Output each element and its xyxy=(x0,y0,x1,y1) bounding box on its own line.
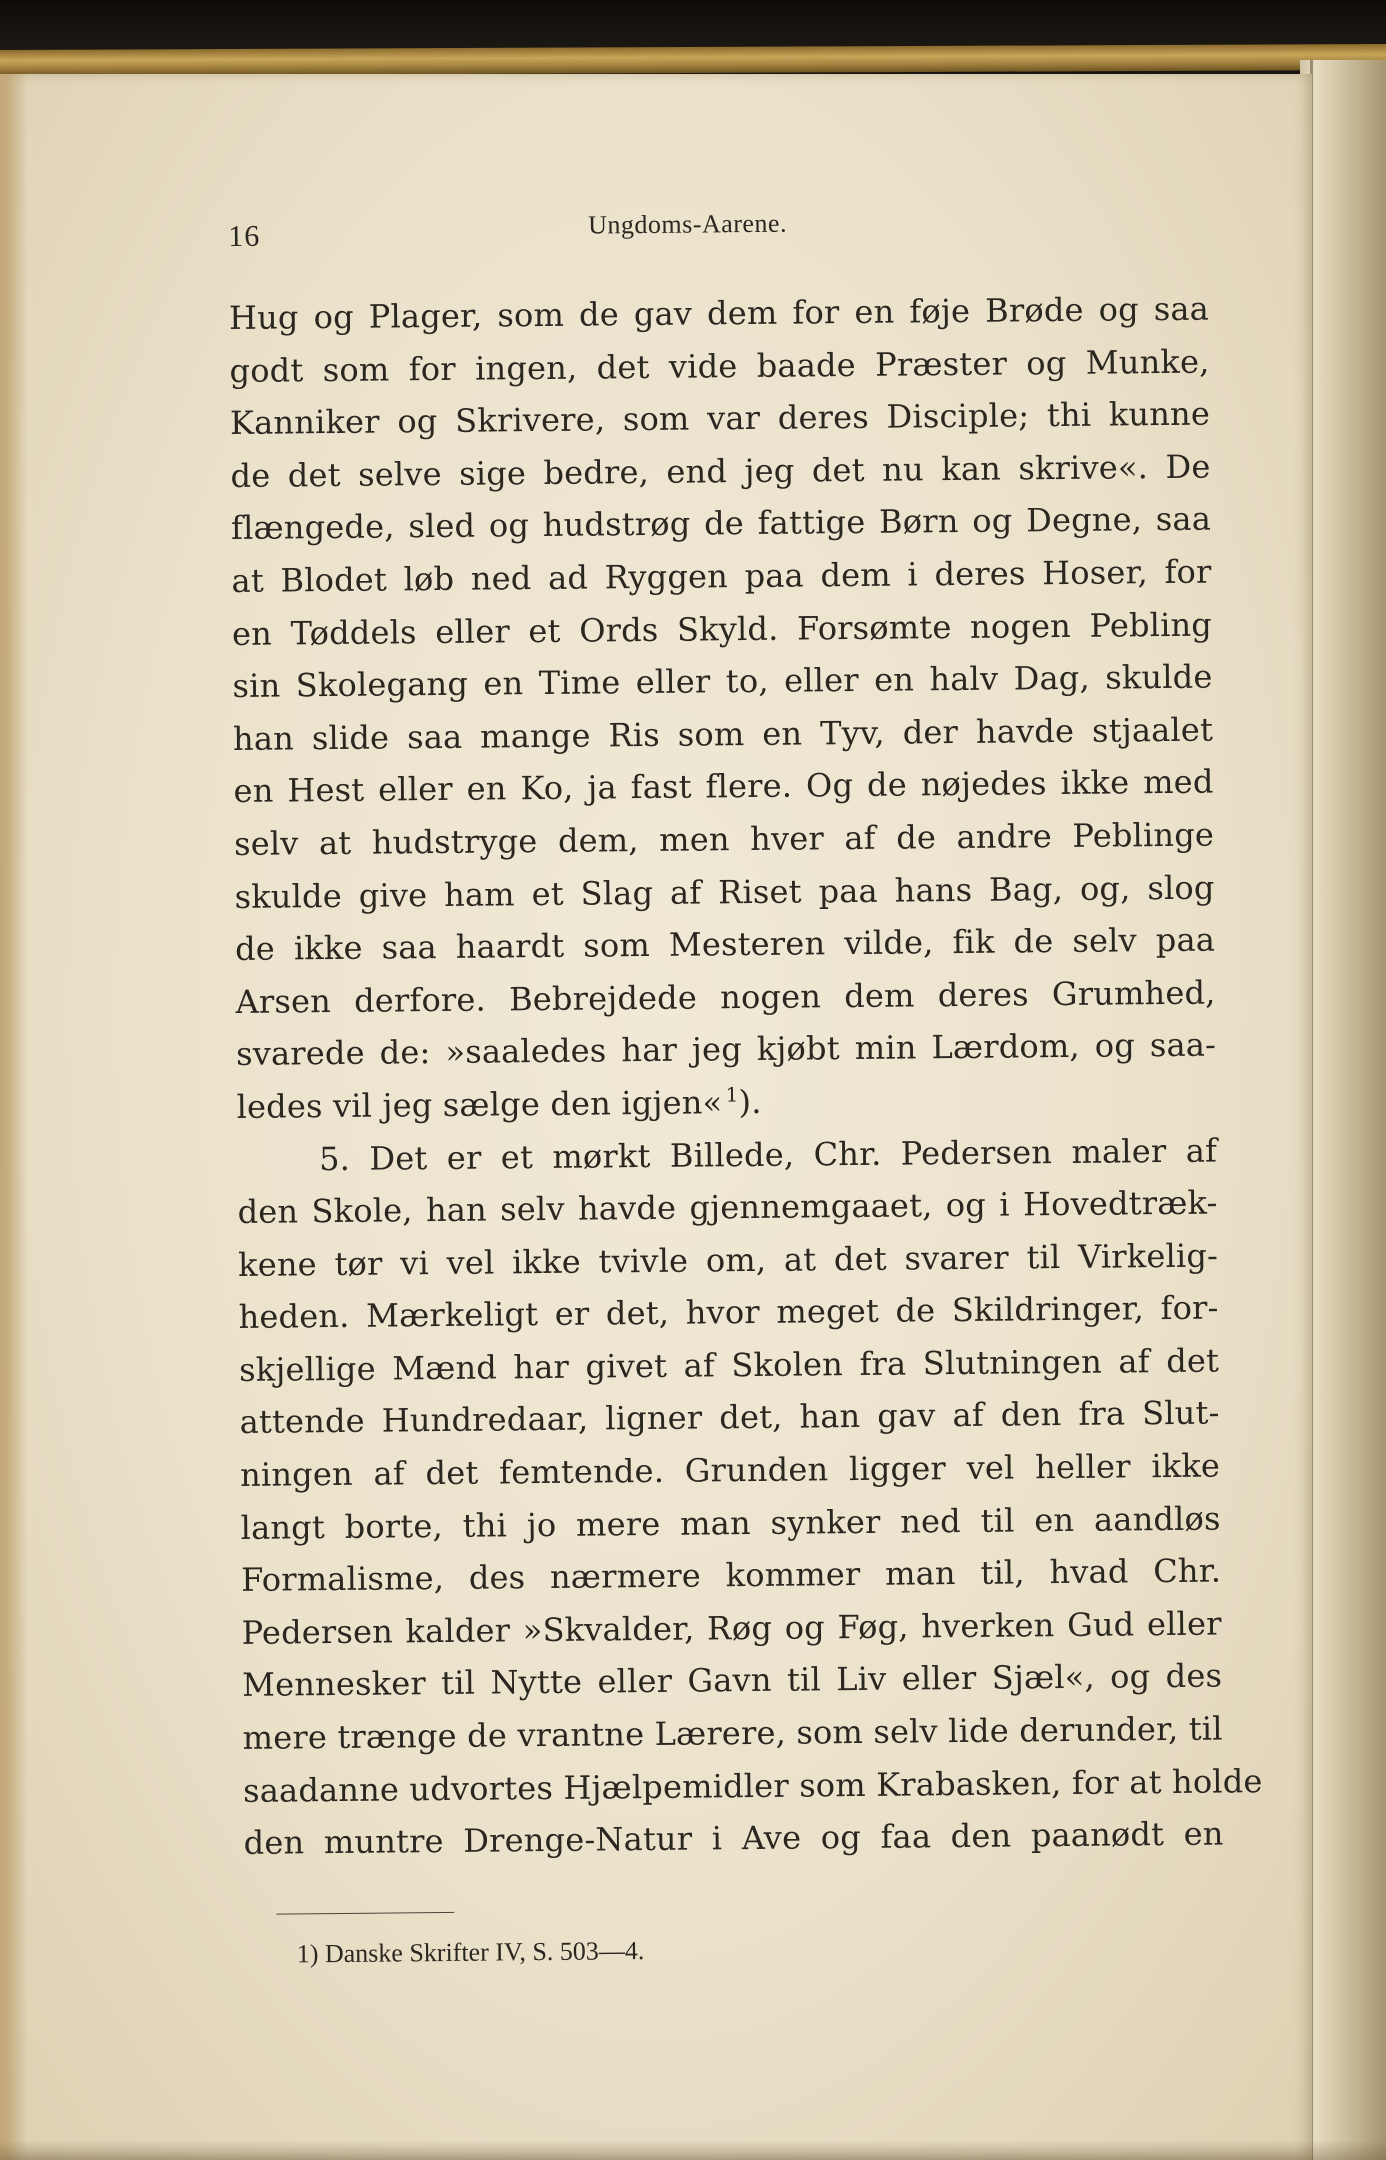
text-line: Kanniker og Skrivere, som var deres Disciple; thi kunne xyxy=(229,394,1211,443)
text-line: den muntre Drenge-Natur i Ave og faa den paanødt en xyxy=(243,1814,1224,1863)
text-line: Hug og Plager, som de gav dem for en føje Brøde og saa xyxy=(228,289,1210,337)
gilt-page-edge xyxy=(0,44,1386,76)
footnote-marker: 1) xyxy=(296,1939,319,1969)
body-text xyxy=(228,283,1263,1870)
text-line: en Hest eller en Ko, ja fast flere. Og de nøjedes ikke med xyxy=(233,762,1214,811)
text-line: skjellige Mænd har givet af Skolen fra Slutningen af det xyxy=(238,1341,1220,1389)
text-line: selv at hudstryge dem, men hver af de andre Peblinge xyxy=(233,815,1215,863)
page-binding-shadow xyxy=(0,74,28,2160)
text-line-content: ledes vil jeg sælge den igjen« xyxy=(236,1083,723,1126)
text-line: attende Hundredaar, ligner det, han gav af den fra Slut- xyxy=(239,1394,1220,1442)
text-line: han slide saa mange Ris som en Tyv, der havde stjaalet xyxy=(232,710,1214,758)
text-line: saadanne udvortes Hjælpemidler som Krabasken, for at holde xyxy=(242,1761,1263,1810)
text-line: godt som for ingen, det vide baade Præster og Munke, xyxy=(229,342,1210,390)
running-title: Ungdoms-Aarene. xyxy=(588,208,788,240)
text-line: Mennesker til Nytte eller Gavn til Liv eller Sjæl«, og des xyxy=(241,1656,1223,1705)
footnote-reference: 1 xyxy=(725,1083,739,1107)
text-line: Pedersen kalder »Skvalder, Røg og Føg, hverken Gud eller xyxy=(241,1604,1222,1652)
text-line: Arsen derfore. Bebrejdede nogen dem deres Grumhed, xyxy=(235,973,1216,1021)
text-line: ningen af det femtende. Grunden ligger vel heller ikke xyxy=(239,1446,1221,1495)
text-line: mere trænge de vrantne Lærere, som selv lide derunder, til xyxy=(242,1709,1223,1757)
scan-bottom-edge xyxy=(0,2140,1386,2160)
running-head xyxy=(228,201,1209,270)
text-line: Formalisme, des nærmere kommer man til, hvad Chr. xyxy=(240,1551,1222,1600)
footnote-text: Danske Skrifter IV, S. 503—4. xyxy=(324,1935,645,1968)
text-line-paragraph-end xyxy=(236,1071,1216,1133)
text-line: kene tør vi vel ikke tvivle om, at det svarer til Virkelig- xyxy=(237,1236,1219,1284)
footnote-divider xyxy=(276,1912,454,1915)
text-line: svarede de: »saaledes har jeg kjøbt min Lærdom, og saa- xyxy=(235,1025,1217,1074)
text-line-paragraph-start: 5. Det er et mørkt Billede, Chr. Pedersen maler af xyxy=(318,1131,1218,1178)
text-line: skulde give ham et Slag af Riset paa hans Bag, og, slog xyxy=(234,868,1215,916)
text-line: en Tøddels eller et Ords Skyld. Forsømte nogen Pebling xyxy=(231,605,1213,653)
footnote-reference-close: ). xyxy=(738,1082,762,1122)
text-line: at Blodet løb ned ad Ryggen paa dem i deres Hoser, for xyxy=(231,552,1212,600)
text-line: heden. Mærkeligt er det, hvor meget de Skildringer, for- xyxy=(238,1288,1219,1337)
text-line: langt borte, thi jo mere man synker ned til en aandløs xyxy=(240,1499,1221,1547)
text-line: den Skole, han selv havde gjennemgaaet, og i Hovedtræk- xyxy=(237,1183,1218,1232)
text-line: de det selve sige bedre, end jeg det nu kan skrive«. De xyxy=(230,447,1211,495)
text-line: de ikke saa haardt som Mesteren vilde, fik de selv paa xyxy=(234,920,1216,969)
page-number: 16 xyxy=(228,219,261,253)
text-line: sin Skolegang en Time eller to, eller en halv Dag, skulde xyxy=(232,657,1213,706)
text-line: flængede, sled og hudstrøg de fattige Børn og Degne, saa xyxy=(230,499,1212,548)
page-text xyxy=(228,201,1263,1973)
